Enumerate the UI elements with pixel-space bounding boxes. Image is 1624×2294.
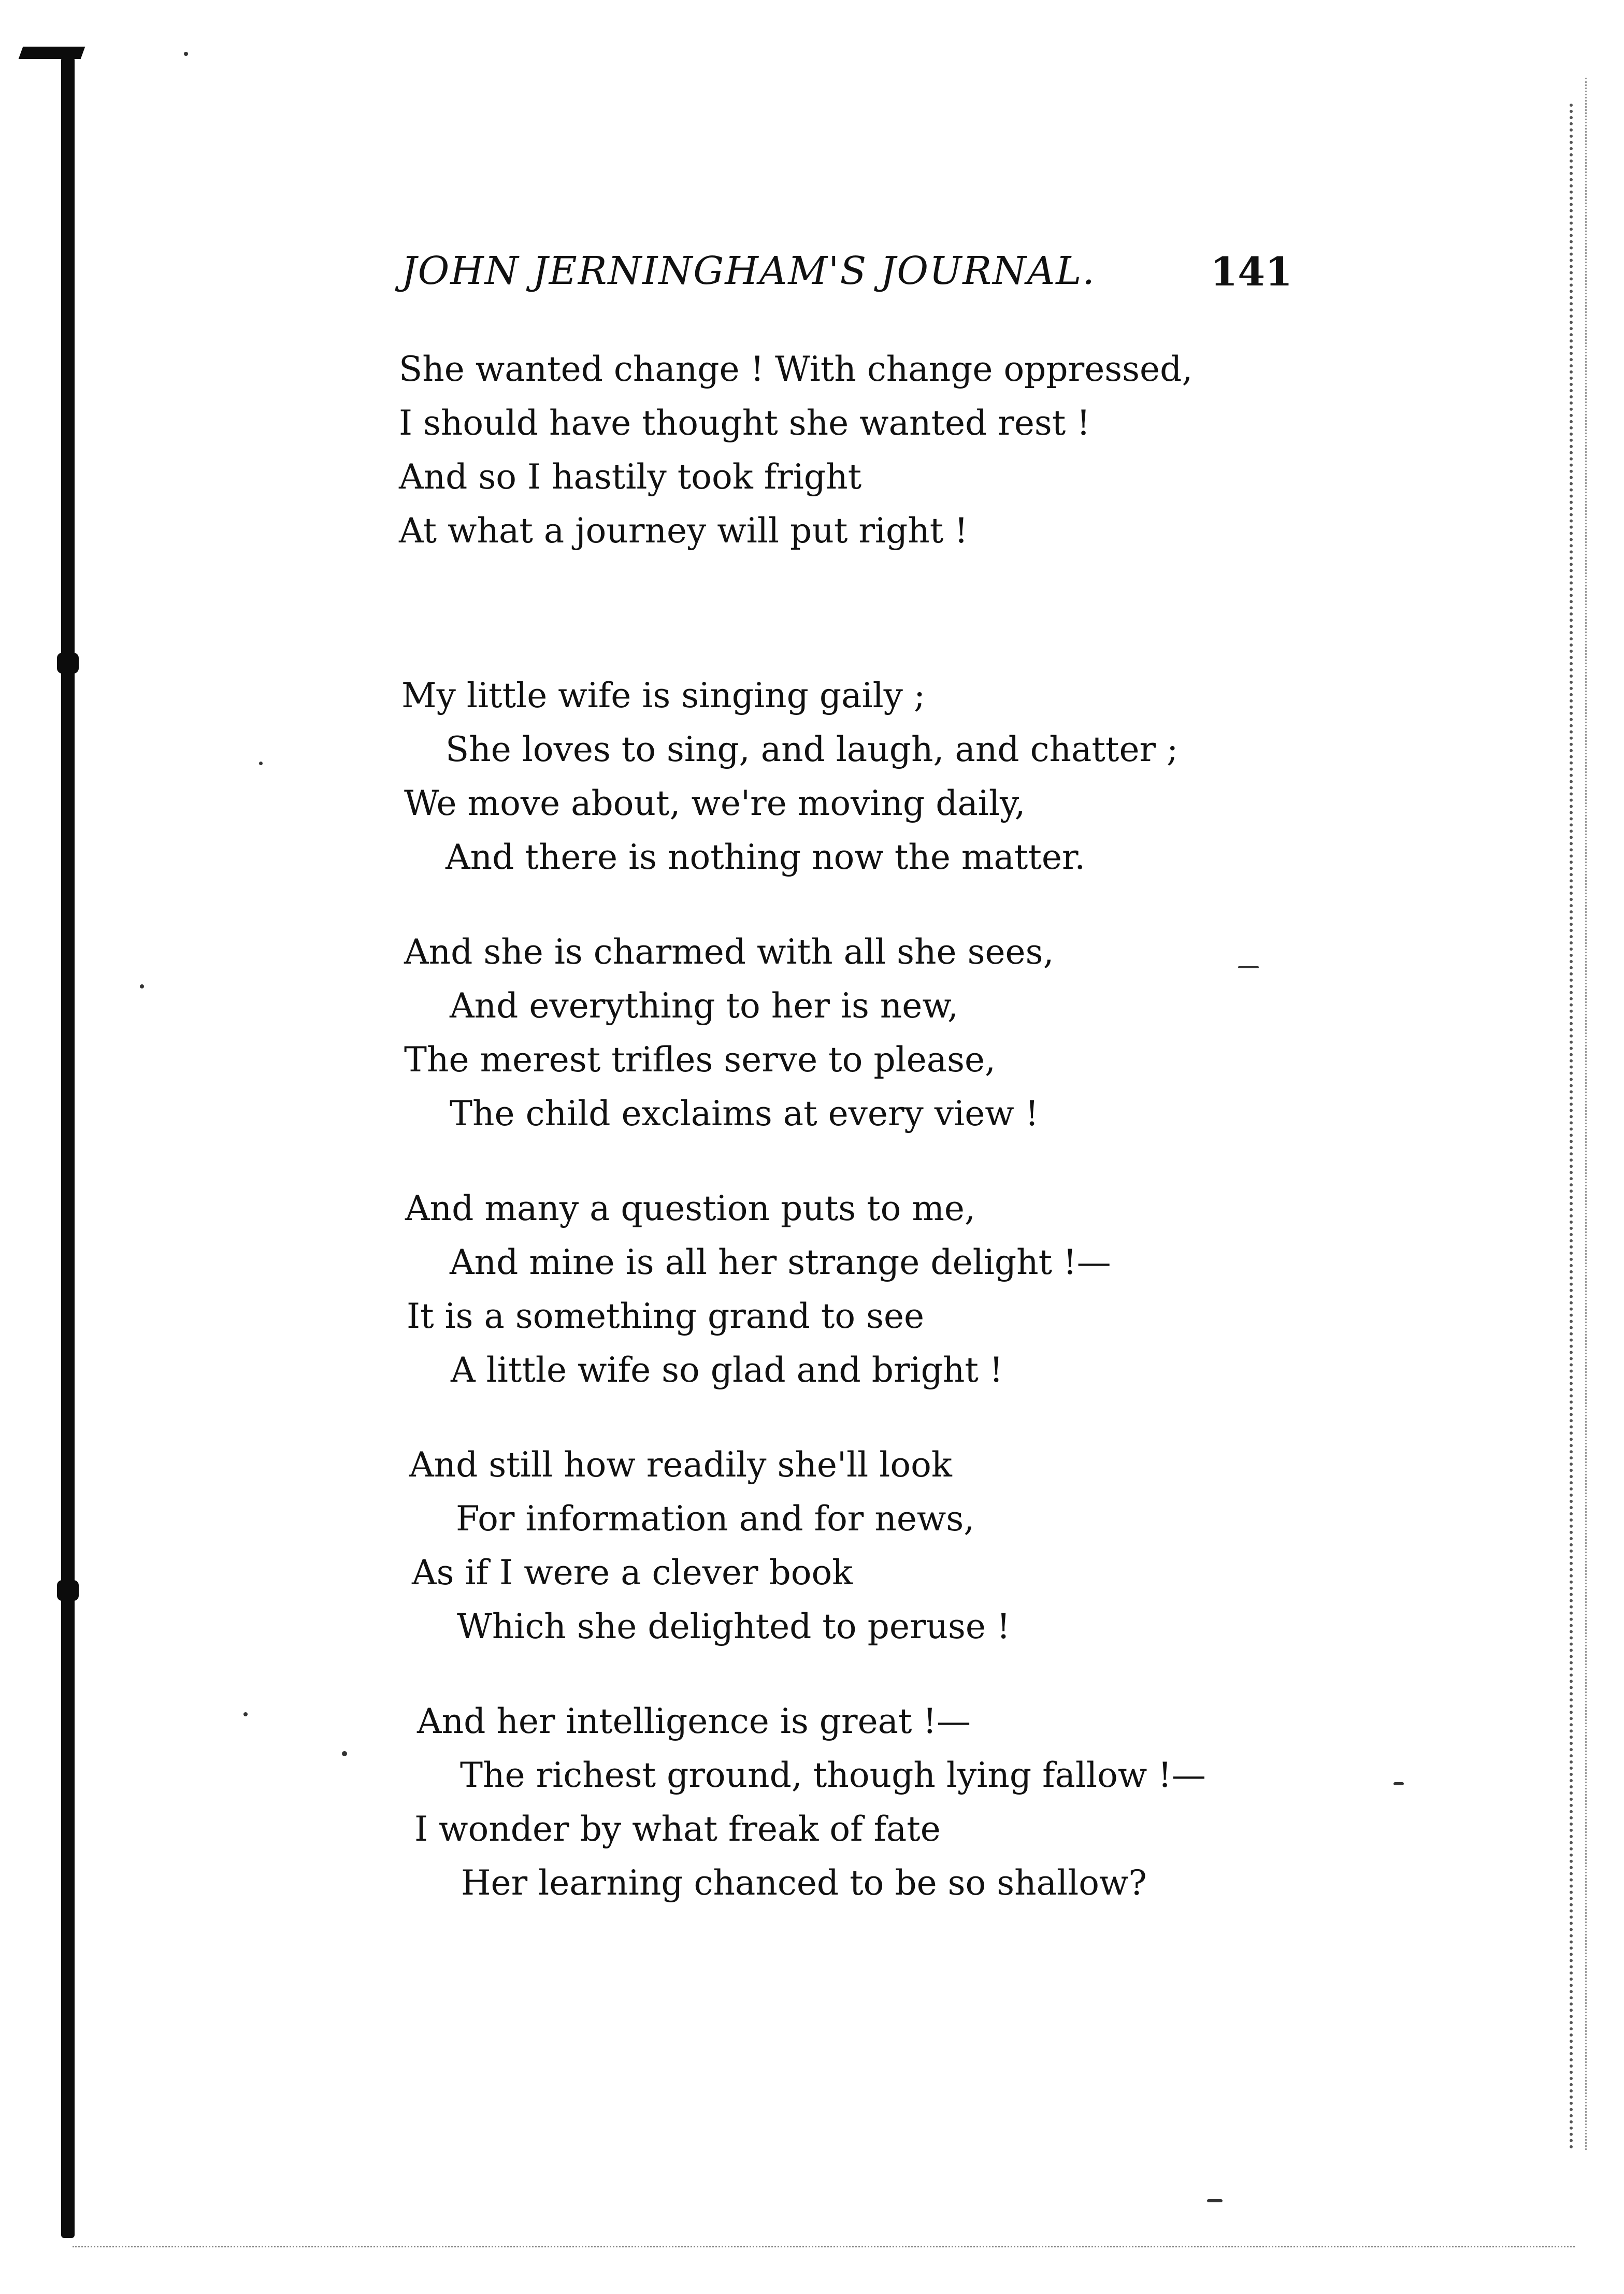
poem-line: It is a something grand to see xyxy=(407,1296,925,1336)
print-speck xyxy=(1393,1782,1404,1785)
poem-line: And mine is all her strange delight !— xyxy=(450,1242,1111,1282)
poem-line: She loves to sing, and laugh, and chatter ; xyxy=(445,729,1179,769)
poem-line: The merest trifles serve to please, xyxy=(404,1040,996,1080)
poem-line: Her learning chanced to be so shallow? xyxy=(461,1863,1147,1903)
print-speck xyxy=(1238,966,1259,968)
page-number: 141 xyxy=(1210,249,1292,295)
binding-edge xyxy=(61,57,75,2238)
running-title: JOHN JERNINGHAM'S JOURNAL. xyxy=(401,249,1096,293)
print-speck xyxy=(243,1712,248,1716)
poem-line: The child exclaims at every view ! xyxy=(450,1094,1039,1134)
poem-line: Which she delighted to peruse ! xyxy=(457,1607,1011,1646)
poem-line: She wanted change ! With change oppressed, xyxy=(399,349,1193,389)
poem-line: And she is charmed with all she sees, xyxy=(404,932,1054,972)
print-speck xyxy=(259,762,263,765)
binding-edge-notch xyxy=(57,653,79,673)
binding-edge-top xyxy=(19,47,85,59)
poem-line: For information and for news, xyxy=(456,1499,975,1539)
binding-edge-notch xyxy=(57,1580,79,1601)
poem-line: As if I were a clever book xyxy=(412,1553,853,1593)
poem-line: And everything to her is new, xyxy=(450,986,959,1026)
page-bottom-edge xyxy=(73,2246,1575,2247)
poem-line: And so I hastily took fright xyxy=(399,457,862,497)
poem-line: I wonder by what freak of fate xyxy=(414,1809,941,1849)
poem-line: My little wife is singing gaily ; xyxy=(401,676,926,715)
print-speck xyxy=(140,984,144,988)
page-right-edge xyxy=(1570,104,1573,2150)
poem-line: I should have thought she wanted rest ! xyxy=(399,403,1090,443)
page-right-edge-outer xyxy=(1585,78,1587,2150)
print-speck xyxy=(184,52,188,56)
poem-line: And there is nothing now the matter. xyxy=(445,837,1086,877)
running-head xyxy=(401,249,1292,306)
poem-line: And still how readily she'll look xyxy=(409,1445,952,1485)
poem-line: And her intelligence is great !— xyxy=(417,1701,971,1741)
poem-line: And many a question puts to me, xyxy=(405,1188,975,1228)
poem-line: We move about, we're moving daily, xyxy=(404,783,1026,823)
print-speck xyxy=(1207,2199,1223,2202)
poem-line: The richest ground, though lying fallow !— xyxy=(460,1755,1206,1795)
poem-line: A little wife so glad and bright ! xyxy=(451,1350,1003,1390)
poem-line: At what a journey will put right ! xyxy=(399,511,968,551)
print-speck xyxy=(342,1751,347,1756)
